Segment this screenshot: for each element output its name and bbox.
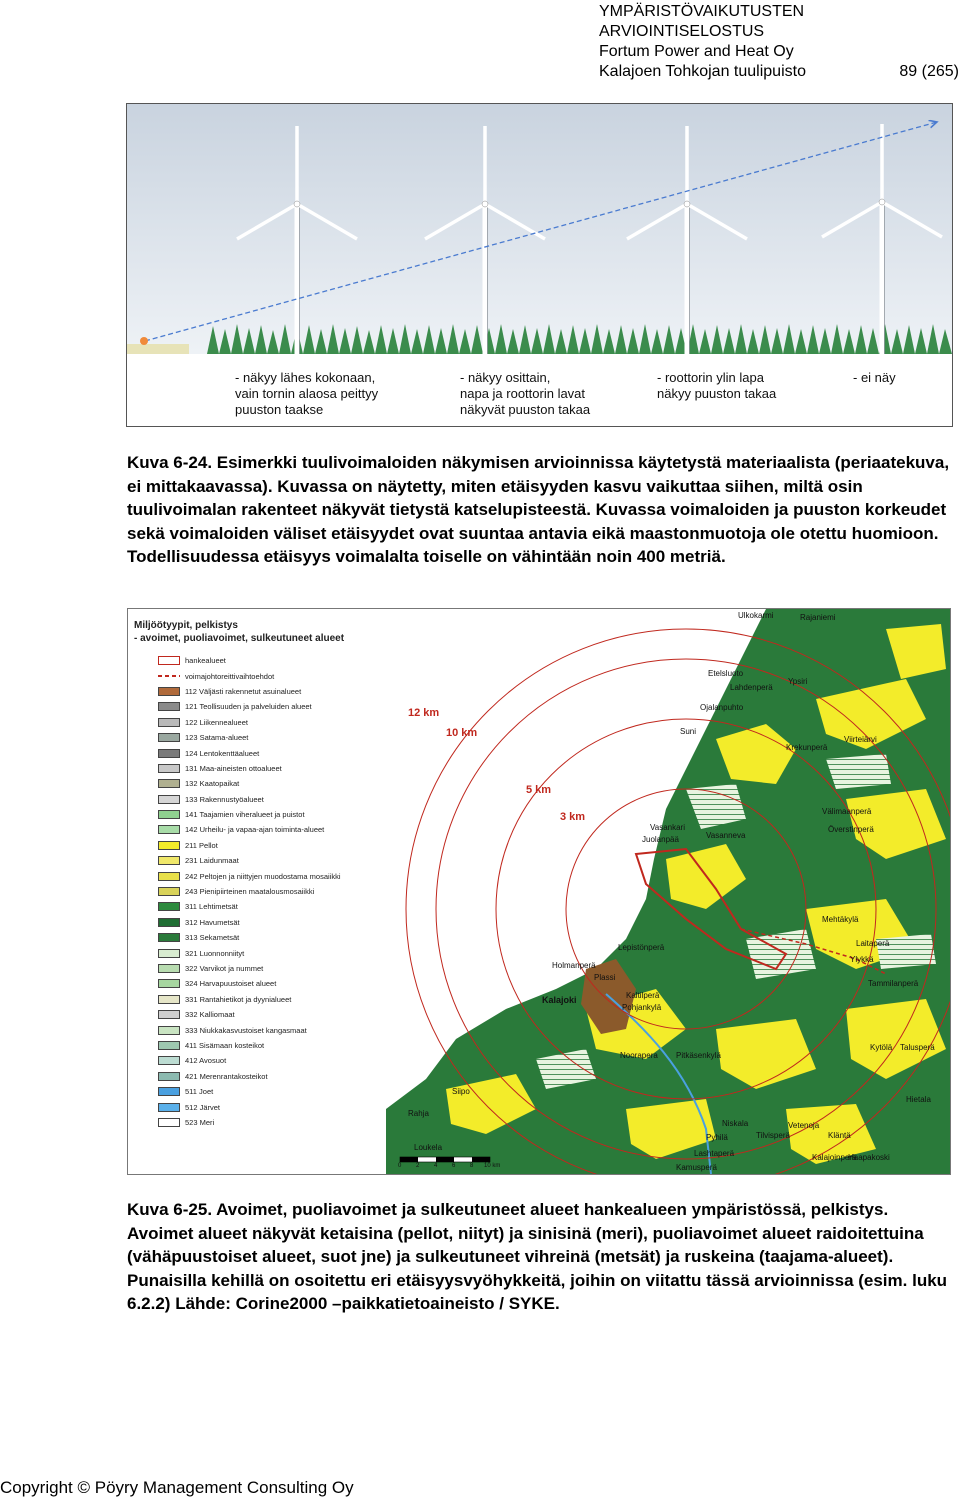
legend-item bbox=[158, 992, 341, 1007]
place-label: Hietala bbox=[906, 1095, 931, 1104]
label-top-blade-visible: - roottorin ylin lapa näkyy puuston takaa bbox=[657, 370, 777, 401]
legend-label: 411 Sisämaan kosteikot bbox=[185, 1040, 265, 1050]
place-label: Pyhilä bbox=[706, 1133, 728, 1142]
place-label: Tammilanperä bbox=[868, 979, 919, 988]
legend-item bbox=[158, 745, 341, 760]
legend-label: 321 Luonnonniityt bbox=[185, 948, 245, 958]
legend-label: 121 Teollisuuden ja palveluiden alueet bbox=[185, 702, 312, 712]
legend-swatch bbox=[158, 1087, 180, 1096]
legend-item bbox=[158, 1007, 341, 1022]
header-line-2: ARVIOINTISELOSTUS bbox=[599, 23, 765, 40]
legend-swatch bbox=[158, 702, 180, 711]
place-label: Vasankari bbox=[650, 823, 685, 832]
legend-swatch bbox=[158, 902, 180, 911]
label-visible-partially: - näkyy osittain, napa ja roottorin lavat näkyvät puuston takaa bbox=[460, 370, 591, 417]
viewpoint-ground bbox=[127, 344, 189, 354]
page-number: 89 (265) bbox=[899, 63, 959, 80]
place-label: Vasanneva bbox=[706, 831, 746, 840]
legend-item bbox=[158, 961, 341, 976]
legend-label: 124 Lentokenttäalueet bbox=[185, 748, 260, 758]
legend-label: voimajohtoreittivaihtoehdot bbox=[185, 671, 275, 681]
place-label: Holmanperä bbox=[552, 961, 596, 970]
legend-swatch bbox=[158, 933, 180, 942]
place-label: Kaltilperä bbox=[626, 991, 660, 1000]
legend-label: 243 Pienipiirteinen maatalousmosaiikki bbox=[185, 887, 315, 897]
place-label: Loukela bbox=[414, 1143, 443, 1152]
place-label: Rahja bbox=[408, 1109, 429, 1118]
legend-item bbox=[158, 899, 341, 914]
header-line-4 bbox=[599, 62, 959, 82]
legend-label: 333 Niukkakasvustoiset kangasmaat bbox=[185, 1025, 307, 1035]
place-label: Kamusperä bbox=[676, 1163, 717, 1172]
legend-item bbox=[158, 653, 341, 668]
place-label: Krekunperä bbox=[786, 743, 828, 752]
legend-item bbox=[158, 776, 341, 791]
legend-item bbox=[158, 1115, 341, 1130]
place-label: Ypsiri bbox=[788, 677, 808, 686]
place-label: Ojalanpuhto bbox=[700, 703, 744, 712]
place-label: Juolanpää bbox=[642, 835, 679, 844]
legend-item bbox=[158, 807, 341, 822]
legend-swatch bbox=[158, 675, 180, 677]
legend-label: 311 Lehtimetsät bbox=[185, 902, 238, 912]
place-label: Rajaniemi bbox=[800, 613, 836, 622]
legend-item bbox=[158, 668, 341, 683]
legend-swatch bbox=[158, 841, 180, 850]
place-label: Talusperä bbox=[900, 1043, 935, 1052]
legend-swatch bbox=[158, 733, 180, 742]
legend-swatch bbox=[158, 918, 180, 927]
legend-item bbox=[158, 1053, 341, 1068]
legend-item bbox=[158, 715, 341, 730]
ring-label-10km: 10 km bbox=[446, 727, 478, 739]
legend-swatch bbox=[158, 979, 180, 988]
legend-item bbox=[158, 684, 341, 699]
legend-swatch bbox=[158, 825, 180, 834]
header-line-3: Fortum Power and Heat Oy bbox=[599, 43, 794, 60]
map-canvas bbox=[386, 609, 950, 1174]
legend-label: 331 Rantahietikot ja dyynialueet bbox=[185, 994, 292, 1004]
legend-item bbox=[158, 868, 341, 883]
legend-label: 242 Peltojen ja niittyjen muodostama mosaiikki bbox=[185, 871, 341, 881]
legend-item bbox=[158, 1069, 341, 1084]
legend-item bbox=[158, 1022, 341, 1037]
place-label: Siipo bbox=[452, 1087, 470, 1096]
legend-swatch bbox=[158, 1118, 180, 1127]
legend-item bbox=[158, 976, 341, 991]
legend-label: 211 Pellot bbox=[185, 840, 218, 850]
legend-swatch bbox=[158, 1072, 180, 1081]
label-not-visible: - ei näy bbox=[853, 370, 896, 385]
legend-item bbox=[158, 1099, 341, 1114]
legend-swatch bbox=[158, 656, 180, 665]
legend-swatch bbox=[158, 810, 180, 819]
legend-label: 332 Kalliomaat bbox=[185, 1010, 235, 1020]
viewpoint-marker bbox=[140, 337, 148, 345]
legend-swatch bbox=[158, 1056, 180, 1065]
legend-label: 131 Maa-aineisten ottoalueet bbox=[185, 763, 282, 773]
ring-label-12km: 12 km bbox=[408, 707, 440, 719]
place-label: Lepistönperä bbox=[618, 943, 665, 952]
copyright-footer: Copyright © Pöyry Management Consulting Oy bbox=[0, 1478, 354, 1497]
legend-label: 142 Urheilu- ja vapaa-ajan toiminta-alueet bbox=[185, 825, 325, 835]
legend-item bbox=[158, 792, 341, 807]
scale-bar bbox=[400, 1157, 490, 1162]
place-label: Kalajoki bbox=[542, 995, 577, 1005]
document-header bbox=[599, 2, 959, 82]
place-label: Kalajoinperä bbox=[812, 1153, 857, 1162]
place-label: Överstinperä bbox=[828, 825, 874, 834]
place-label: Lahdenperä bbox=[730, 683, 773, 692]
legend-label: hankealueet bbox=[185, 656, 226, 666]
place-label: Lashtaperä bbox=[694, 1149, 735, 1158]
legend-item bbox=[158, 822, 341, 837]
place-label: Vetenoja bbox=[788, 1121, 820, 1130]
place-label: Kläntä bbox=[828, 1131, 851, 1140]
place-label: Haapakoski bbox=[848, 1153, 890, 1162]
place-label: Ulkokarmi bbox=[738, 611, 774, 620]
place-label: Plassi bbox=[594, 973, 616, 982]
place-label: Pohjankylä bbox=[622, 1003, 662, 1012]
place-label: Laitaperä bbox=[856, 939, 890, 948]
legend-swatch bbox=[158, 764, 180, 773]
place-label: Pitkäsenkylä bbox=[676, 1051, 721, 1060]
legend-swatch bbox=[158, 856, 180, 865]
scale-label: 4 bbox=[434, 1163, 438, 1169]
legend-title: Miljöötyypit, pelkistys - avoimet, puoliavoimet, sulkeutuneet alueet bbox=[134, 620, 345, 644]
scale-label: 0 bbox=[398, 1163, 402, 1169]
legend-label: 322 Varvikot ja nummet bbox=[185, 964, 264, 973]
legend-label: 231 Laidunmaat bbox=[185, 856, 239, 866]
figure-caption-6-25: Kuva 6-25. Avoimet, puoliavoimet ja sulkeutuneet alueet hankealueen ympäristössä, pelkistys. Avoimet alueet näkyvät ketaisina (pellot, niityt) ja sinisinä (meri), puoliavoimet alueet raidoitettuina (vähäpuustoiset alueet, suot jne) ja sulkeutuneet vihreinä (metsät) ja ruskeina (taajama-alueet). Punaisilla kehillä on osoitettu eri etäisyysvyöhykkeitä, joihin on viitattu tässä arvioinnissa (esim. luku 6.2.2) Lähde: Corine2000 –paikkatietoaineisto / SYKE. bbox=[127, 1200, 948, 1313]
legend-swatch bbox=[158, 872, 180, 881]
legend-swatch bbox=[158, 995, 180, 1004]
legend-label: 511 Joet bbox=[185, 1087, 214, 1097]
figure-caption-6-24: Kuva 6-24. Esimerkki tuulivoimaloiden näkymisen arvioinnissa käytetystä materiaalista (periaatekuva, ei mittakaavassa). Kuvassa on näytetty, miten etäisyyden kasvu vaikuttaa siihen, miltä osin tuulivoimalan rakenteet näkyvät tietystä katselupisteestä. Kuvassa voimaloiden ja puuston korkeudet sekä voimaloiden väliset etäisyydet ovat suuntaa antavia eikä maastonmuotoja ole otettu huomioon. Todellisuudessa etäisyys voimalalta toiselle on vähintään noin 400 metriä. bbox=[127, 453, 950, 566]
legend-label: 133 Rakennustyöalueet bbox=[185, 794, 264, 804]
legend-item bbox=[158, 1084, 341, 1099]
place-label: Välimaanperä bbox=[822, 807, 872, 816]
scale-label: 10 km bbox=[484, 1163, 501, 1169]
legend-item bbox=[158, 915, 341, 930]
legend-swatch bbox=[158, 1041, 180, 1050]
legend-item bbox=[158, 838, 341, 853]
place-label: Viirteiärvi bbox=[844, 735, 877, 744]
legend-label: 112 Väljästi rakennetut asuinalueet bbox=[185, 686, 302, 696]
label-visible-almost-fully: - näkyy lähes kokonaan, vain tornin alaosa peittyy puuston taakse bbox=[235, 370, 379, 417]
legend-swatch bbox=[158, 1103, 180, 1112]
legend-label: 421 Merenrantakosteikot bbox=[185, 1071, 268, 1081]
legend-item bbox=[158, 930, 341, 945]
legend-swatch bbox=[158, 949, 180, 958]
scale-label: 2 bbox=[416, 1163, 420, 1169]
legend-list bbox=[158, 653, 341, 1130]
legend-swatch bbox=[158, 887, 180, 896]
header-line-1: YMPÄRISTÖVAIKUTUSTEN bbox=[599, 3, 805, 20]
ring-label-5km: 5 km bbox=[526, 784, 552, 796]
legend-label: 523 Meri bbox=[185, 1117, 215, 1127]
legend-label: 141 Taajamien viheralueet ja puistot bbox=[185, 810, 305, 820]
legend-label: 324 Harvapuustoiset alueet bbox=[185, 979, 277, 989]
legend-label: 412 Avosuot bbox=[185, 1056, 227, 1066]
ring-label-3km: 3 km bbox=[560, 811, 586, 823]
legend-item bbox=[158, 730, 341, 745]
legend-swatch bbox=[158, 687, 180, 696]
place-label: Suni bbox=[680, 727, 697, 736]
turbine-visibility-figure bbox=[126, 103, 953, 427]
legend-swatch bbox=[158, 964, 180, 973]
legend-label: 132 Kaatopaikat bbox=[185, 779, 240, 789]
scale-label: 8 bbox=[470, 1163, 474, 1169]
place-label: Noorapera bbox=[620, 1051, 658, 1060]
turbine-visibility-illustration bbox=[127, 104, 952, 426]
legend-swatch bbox=[158, 1010, 180, 1019]
legend-swatch bbox=[158, 795, 180, 804]
legend-label: 313 Sekametsät bbox=[185, 933, 240, 943]
legend-item bbox=[158, 761, 341, 776]
legend-item bbox=[158, 853, 341, 868]
legend-label: 122 Liikennealueet bbox=[185, 717, 248, 727]
map-legend bbox=[128, 609, 386, 1174]
legend-item bbox=[158, 1038, 341, 1053]
place-label: Mehtäkylä bbox=[822, 915, 859, 924]
place-label: Kytölä bbox=[870, 1043, 893, 1052]
legend-swatch bbox=[158, 718, 180, 727]
legend-item bbox=[158, 699, 341, 714]
place-label: Ylykkä bbox=[850, 955, 874, 964]
place-label: Etelsluoto bbox=[708, 669, 744, 678]
legend-label: 123 Satama-alueet bbox=[185, 733, 249, 743]
header-project-title: Kalajoen Tohkojan tuulipuisto bbox=[599, 63, 806, 80]
legend-label: 512 Järvet bbox=[185, 1102, 221, 1112]
landscape-type-map bbox=[127, 608, 951, 1175]
legend-label: 312 Havumetsät bbox=[185, 917, 240, 927]
legend-swatch bbox=[158, 1026, 180, 1035]
place-label: Niskala bbox=[722, 1119, 749, 1128]
place-label: Tilvisperä bbox=[756, 1131, 790, 1140]
legend-item bbox=[158, 945, 341, 960]
legend-swatch bbox=[158, 749, 180, 758]
scale-label: 6 bbox=[452, 1163, 456, 1169]
legend-item bbox=[158, 884, 341, 899]
legend-swatch bbox=[158, 779, 180, 788]
